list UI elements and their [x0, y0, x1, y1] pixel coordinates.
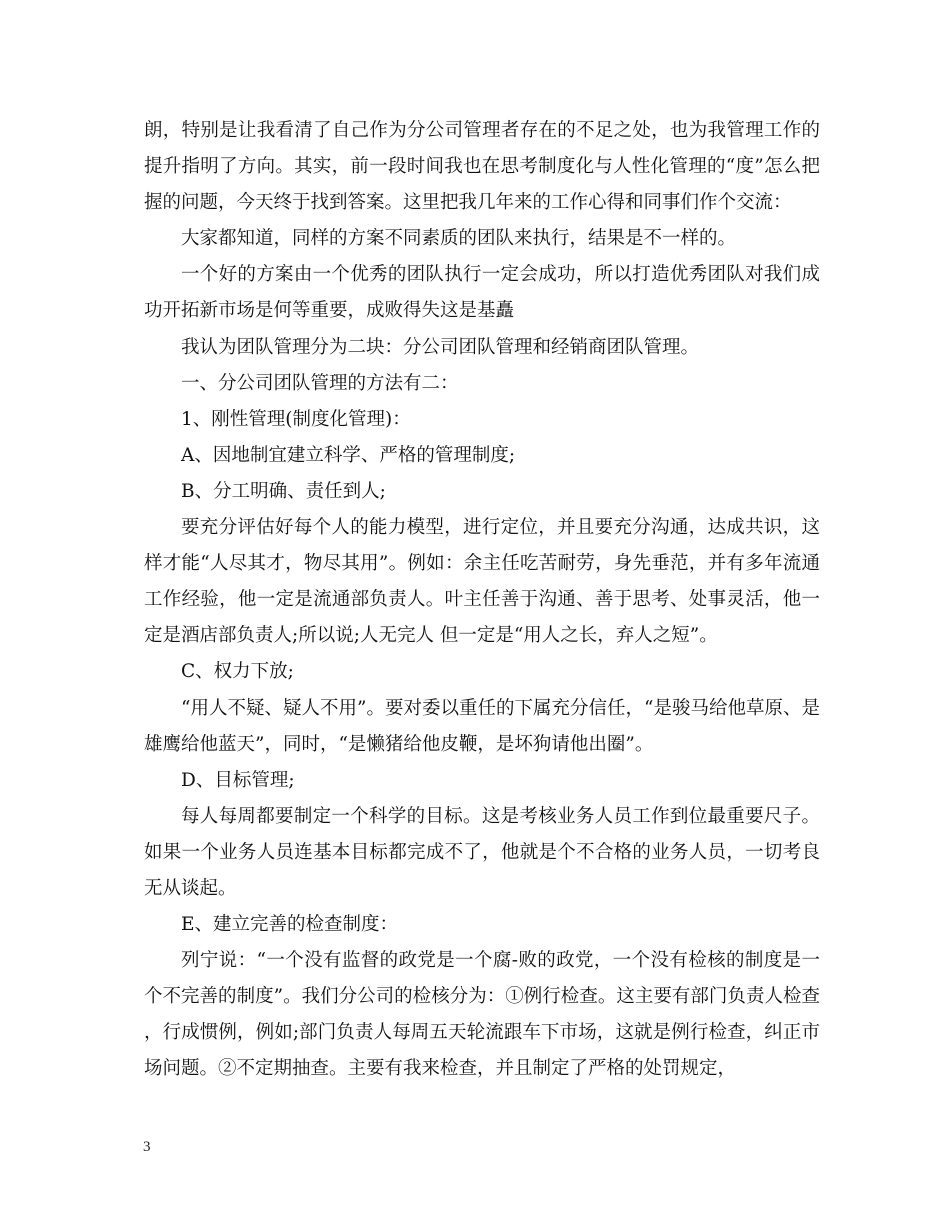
list-item-b: B、分工明确、责任到人;	[181, 480, 386, 502]
page-number: 3	[143, 1139, 151, 1155]
paragraph-weekly-goals: 每人每周都要制定一个科学的目标。这是考核业务人员工作到位最重要尺子。如果一个业务人员连基本目标都完成不了，他就是个不合格的业务人员，一切考良无从谈起。	[144, 805, 820, 899]
paragraph-two-parts: 我认为团队管理分为二块：分公司团队管理和经销商团队管理。	[181, 336, 700, 358]
paragraph-inspection: 列宁说：“一个没有监督的政党是一个腐-败的政党，一个没有检核的制度是一个不完善的制度”。我们分公司的检核分为：①例行检查。这主要有部门负责人检查，行成惯例，例如;部门负责人每周五天轮流跟车下市场，这就是例行检查，纠正市场问题。②不定期抽查。主要有我来检查，并且制定了严格的处罚规定，	[144, 950, 820, 1080]
paragraph-good-plan: 一个好的方案由一个优秀的团队执行一定会成功，所以打造优秀团队对我们成功开拓新市场是何等重要，成败得失这是基矗	[144, 264, 820, 322]
list-item-d: D、目标管理;	[181, 769, 295, 791]
list-item-a: A、因地制宜建立科学、严格的管理制度;	[181, 444, 516, 466]
list-item-e: E、建立完善的检查制度：	[181, 914, 399, 936]
heading-section-one: 一、分公司团队管理的方法有二：	[181, 372, 459, 394]
paragraph-team-execution: 大家都知道，同样的方案不同素质的团队来执行，结果是不一样的。	[181, 228, 737, 250]
heading-rigid-management: 1、刚性管理(制度化管理)：	[181, 408, 411, 430]
paragraph-continuation: 朗，特别是让我看清了自己作为分公司管理者存在的不足之处，也为我管理工作的提升指明了方向。其实，前一段时间我也在思考制度化与人性化管理的“度”怎么把握的问题，今天终于找到答案。这里把我几年来的工作心得和同事们作个交流：	[144, 120, 820, 214]
paragraph-trust: “用人不疑、疑人不用”。要对委以重任的下属充分信任，“是骏马给他草原、是雄鹰给他蓝天”，同时，“是懒猪给他皮鞭，是坏狗请他出圈”。	[144, 697, 820, 755]
paragraph-ability-model: 要充分评估好每个人的能力模型，进行定位，并且要充分沟通，达成共识，这样才能“人尽其才，物尽其用”。例如：余主任吃苦耐劳，身先垂范，并有多年流通工作经验，他一定是流通部负责人。叶主任善于沟通、善于思考、处事灵活，他一定是酒店部负责人;所以说;人无完人 但一定是“用人之长，弃人之短”。	[144, 517, 820, 647]
document-body	[144, 113, 820, 1088]
list-item-c: C、权力下放;	[181, 661, 294, 683]
